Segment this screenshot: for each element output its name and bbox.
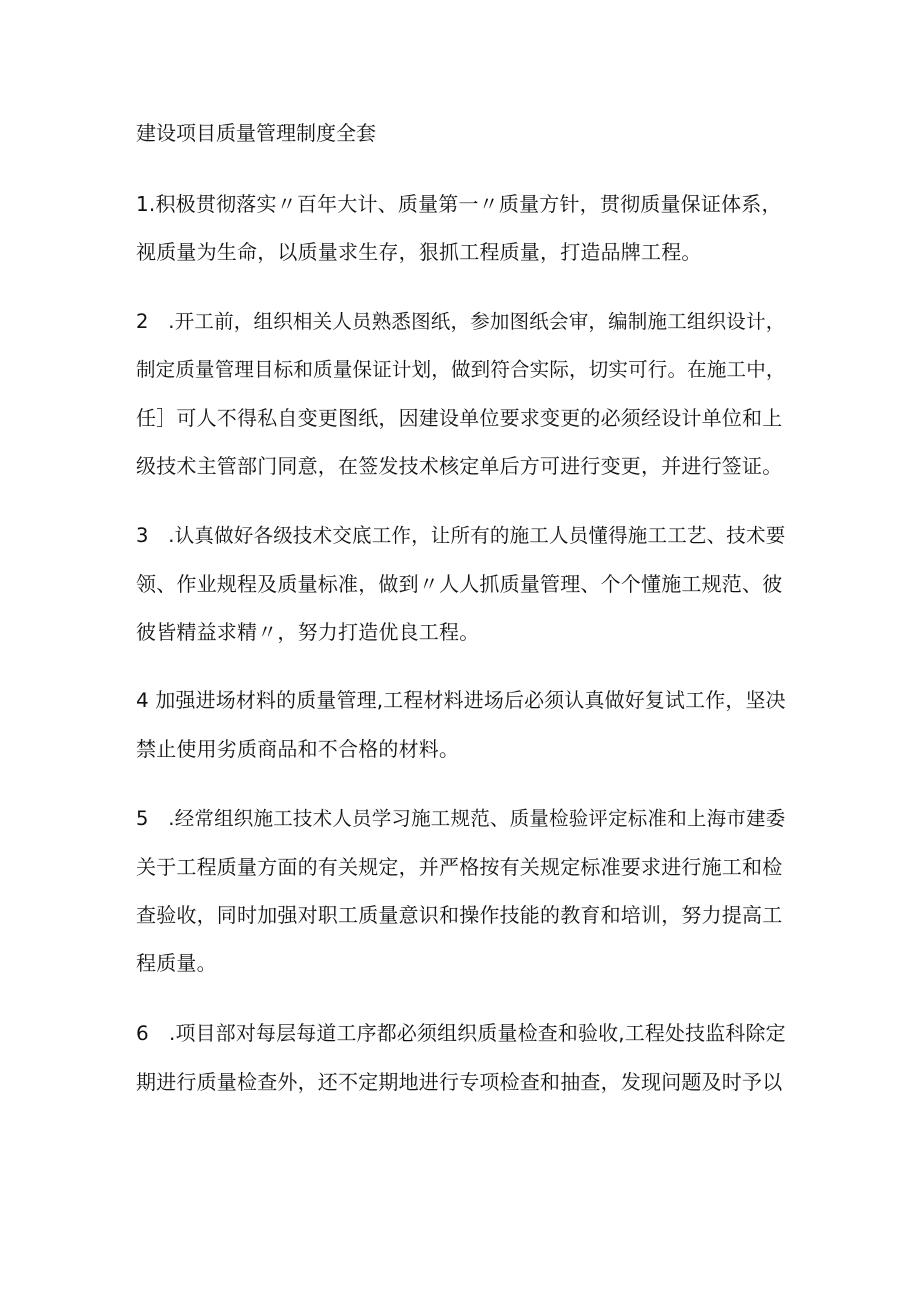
paragraph-3 xyxy=(136,512,786,656)
paragraph-line: 级技术主管部门同意，在签发技术核定单后方可进行变更，并进行签证。 xyxy=(136,454,783,478)
paragraph-line: 任］可人不得私自变更图纸，因建设单位要求变更的必须经设计单位和上 xyxy=(136,406,783,430)
paragraph-line: 1.积极贯彻落实〃百年大计、质量第一〃质量方针，贯彻质量保证体系， xyxy=(136,192,782,216)
paragraph-line: 4 加强进场材料的质量管理,工程材料进场后必须认真做好复试工作，坚决 xyxy=(136,689,786,712)
paragraph-line: 6 .项目部对每层每道工序都必须组织质量检查和验收,工程处技监科除定 xyxy=(136,1022,786,1045)
paragraph-4 xyxy=(136,677,786,773)
paragraph-line: 领、作业规程及质量标准，做到〃人人抓质量管理、个个懂施工规范、彼 xyxy=(136,572,783,596)
paragraph-line: 彼皆精益求精〃，努力打造优良工程。 xyxy=(136,620,480,644)
paragraph-line: 5 .经常组织施工技术人员学习施工规范、质量检验评定标准和上海市建委 xyxy=(136,807,786,830)
paragraph-line: 关于工程质量方面的有关规定，并严格按有关规定标准要求进行施工和检 xyxy=(136,855,783,879)
paragraph-line: 视质量为生命，以质量求生存，狠抓工程质量，打造品牌工程。 xyxy=(136,240,702,264)
paragraph-line: 期进行质量检查外，还不定期地进行专项检查和抽查，发现问题及时予以 xyxy=(136,1070,783,1094)
paragraph-line: 程质量。 xyxy=(136,951,217,975)
paragraph-line: 禁止使用劣质商品和不合格的材料。 xyxy=(136,737,460,761)
paragraph-line: 2 .开工前，组织相关人员熟悉图纸，参加图纸会审，编制施工组织设计， xyxy=(136,310,786,333)
paragraph-6 xyxy=(136,1010,786,1106)
paragraph-line: 3 .认真做好各级技术交底工作，让所有的施工人员懂得施工工艺、技术要 xyxy=(136,524,786,547)
paragraph-5 xyxy=(136,795,786,987)
document-title: 建设项目质量管理制度全套 xyxy=(136,121,376,145)
paragraph-1 xyxy=(136,180,786,276)
paragraph-2 xyxy=(136,298,786,490)
paragraph-line: 制定质量管理目标和质量保证计划，做到符合实际，切实可行。在施工中， xyxy=(136,358,786,381)
paragraph-line: 查验收，同时加强对职工质量意识和操作技能的教育和培训，努力提高工 xyxy=(136,903,783,927)
